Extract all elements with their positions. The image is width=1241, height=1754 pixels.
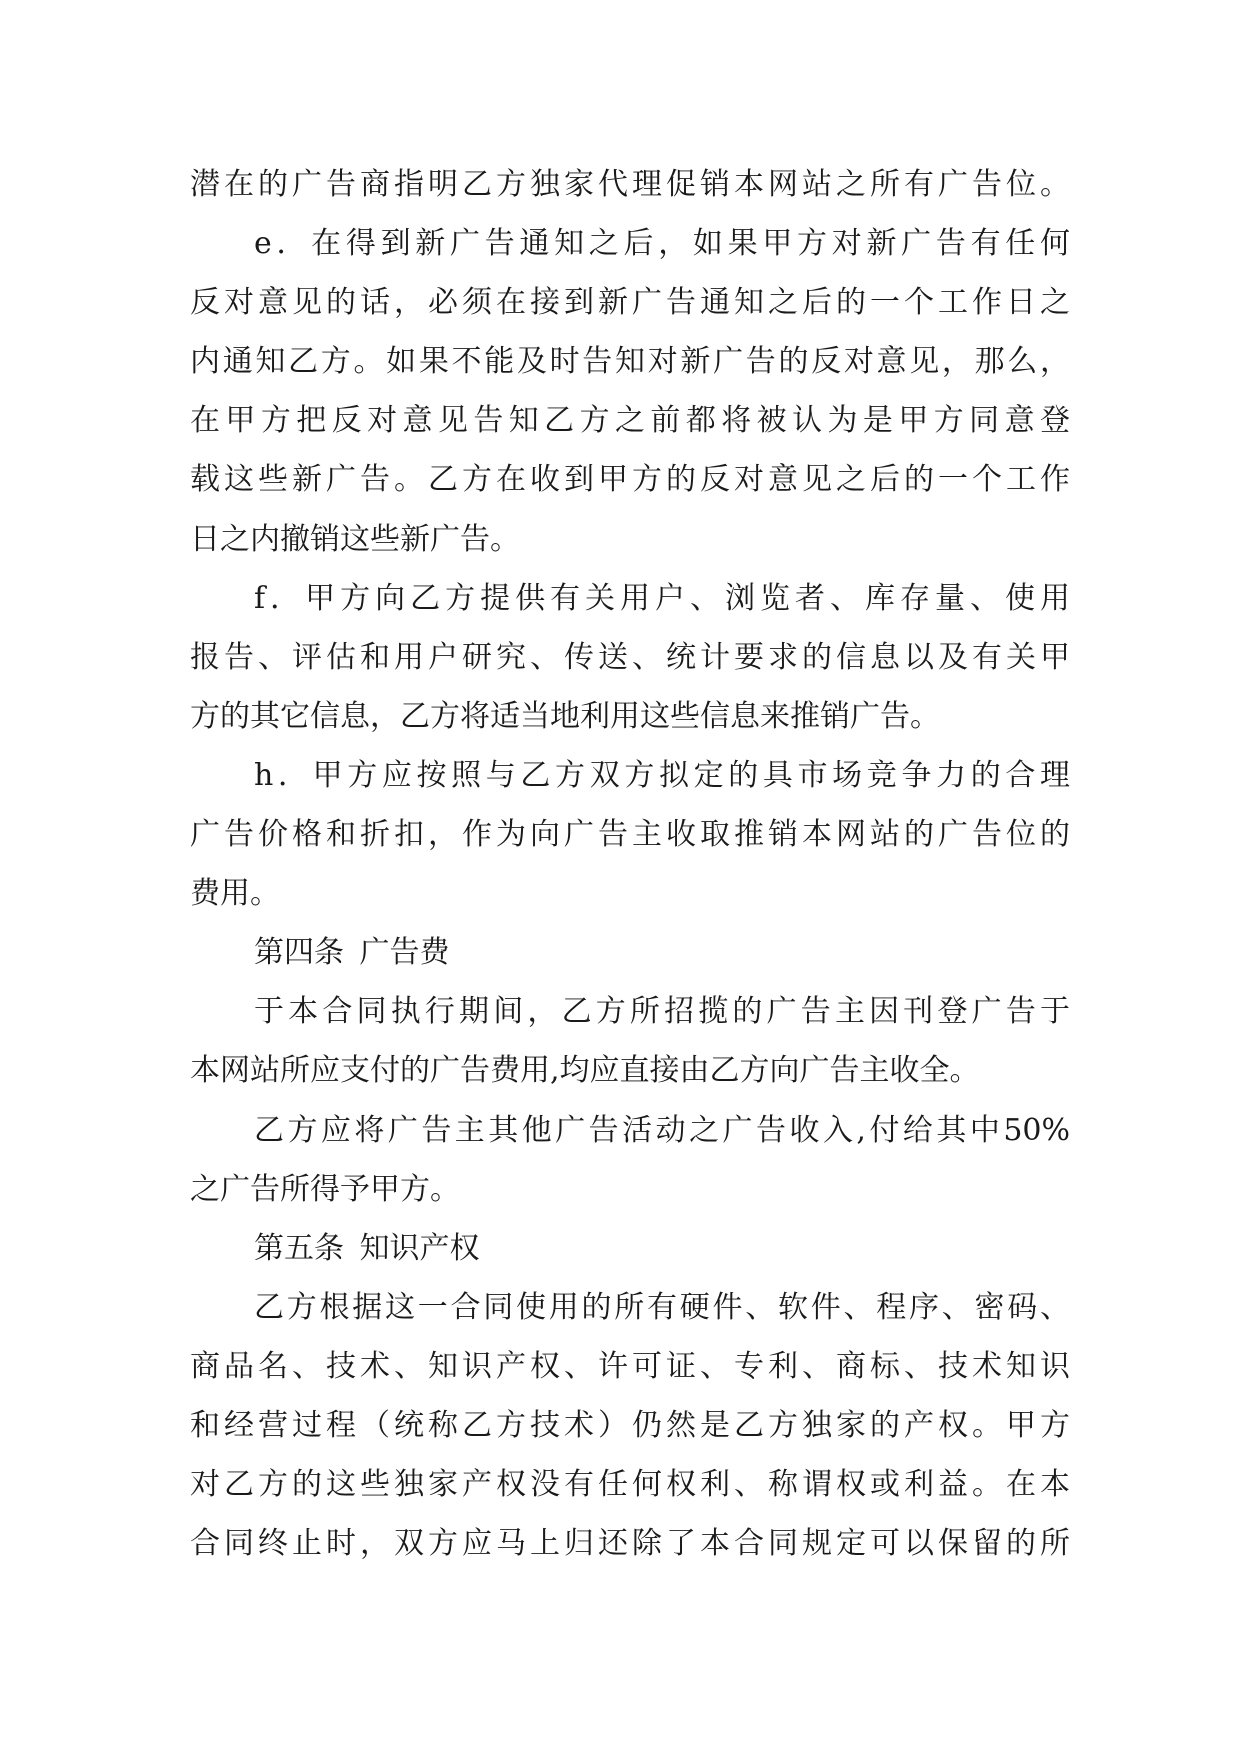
paragraph-line: 之广告所得予甲方。 — [190, 1171, 460, 1207]
paragraph-line: 合同终止时，双方应马上归还除了本合同规定可以保留的所 — [190, 1526, 1070, 1562]
paragraph-line: 对乙方的这些独家产权没有任何权利、称谓权或利益。在本 — [190, 1467, 1070, 1503]
clause-e-line: e．在得到新广告通知之后，如果甲方对新广告有任何 — [254, 226, 1070, 262]
paragraph-line: 载这些新广告。乙方在收到甲方的反对意见之后的一个工作 — [190, 462, 1070, 498]
clause-h-line: h．甲方应按照与乙方双方拟定的具市场竞争力的合理 — [254, 757, 1070, 793]
paragraph-line: 乙方根据这一合同使用的所有硬件、软件、程序、密码、 — [254, 1289, 1070, 1325]
paragraph-line: 于本合同执行期间，乙方所招揽的广告主因刊登广告于 — [254, 994, 1070, 1030]
paragraph-line: 商品名、技术、知识产权、许可证、专利、商标、技术知识 — [190, 1348, 1070, 1384]
paragraph-line: 日之内撤销这些新广告。 — [190, 521, 520, 557]
paragraph-line: 和经营过程（统称乙方技术）仍然是乙方独家的产权。甲方 — [190, 1407, 1070, 1443]
paragraph-line: 反对意见的话，必须在接到新广告通知之后的一个工作日之 — [190, 285, 1070, 321]
paragraph-line: 乙方应将广告主其他广告活动之广告收入,付给其中50% — [254, 1112, 1070, 1148]
paragraph-line: 在甲方把反对意见告知乙方之前都将被认为是甲方同意登 — [190, 403, 1070, 439]
paragraph-line: 潜在的广告商指明乙方独家代理促销本网站之所有广告位。 — [190, 167, 1070, 202]
paragraph-line: 报告、评估和用户研究、传送、统计要求的信息以及有关甲 — [190, 639, 1070, 675]
paragraph-line: 本网站所应支付的广告费用,均应直接由乙方向广告主收全。 — [190, 1053, 980, 1089]
paragraph-line: 费用。 — [190, 876, 280, 912]
paragraph-line: 方的其它信息，乙方将适当地利用这些信息来推销广告。 — [190, 698, 940, 734]
contract-body — [190, 155, 1070, 1573]
article-4-heading: 第四条 广告费 — [254, 935, 450, 971]
paragraph-line: 内通知乙方。如果不能及时告知对新广告的反对意见，那么， — [190, 344, 1070, 380]
paragraph-line: 广告价格和折扣，作为向广告主收取推销本网站的广告位的 — [190, 817, 1070, 853]
article-5-heading: 第五条 知识产权 — [254, 1230, 480, 1266]
clause-f-line: f．甲方向乙方提供有关用户、浏览者、库存量、使用 — [254, 580, 1070, 616]
